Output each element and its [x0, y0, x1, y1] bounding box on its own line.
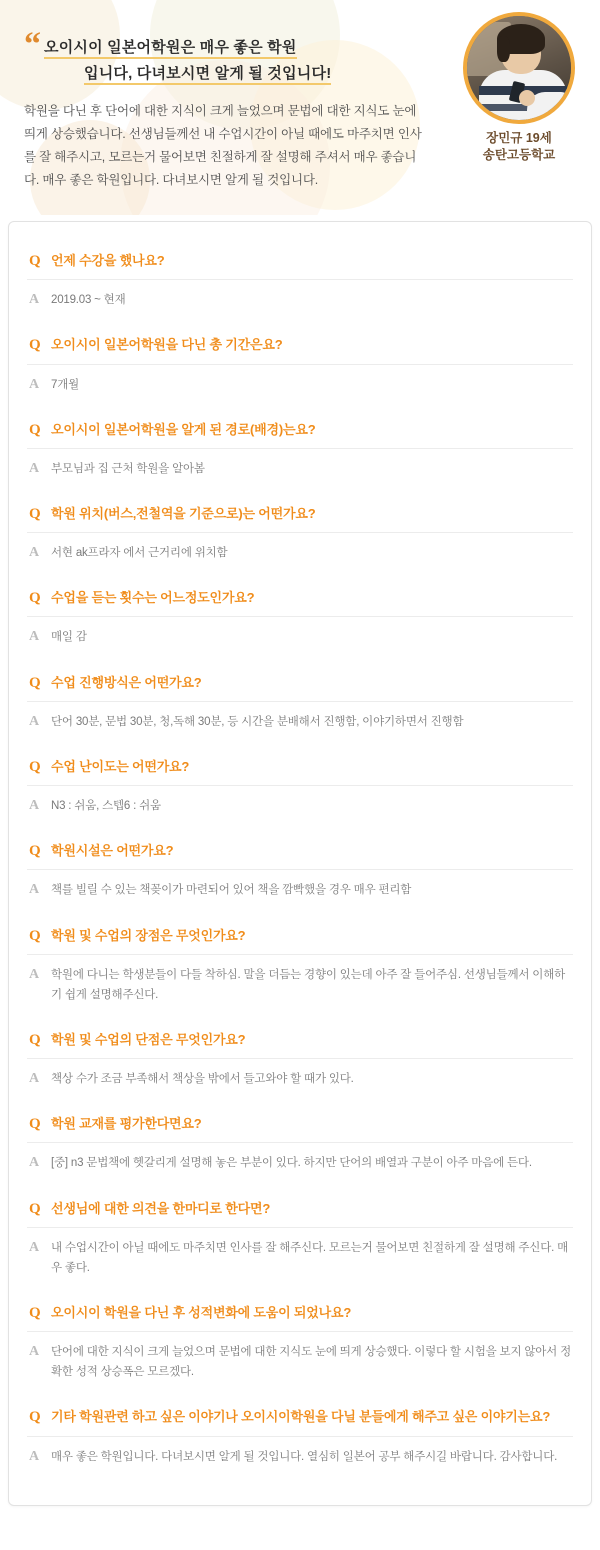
- answer-text: 매일 감: [51, 631, 87, 644]
- hero-section: [0, 0, 600, 215]
- answer-text: [중] n3 문법책에 헷갈리게 설명해 놓은 부분이 있다. 하지만 단어의 배열과 구분이 아주 마음에 든다.: [51, 1157, 532, 1170]
- question-row: [27, 244, 573, 280]
- answer-mark-icon: A: [29, 798, 40, 814]
- answer-text: 2019.03 ~ 현재: [51, 294, 126, 307]
- question-text: 오이시이 일본어학원을 알게 된 경로(배경)는요?: [51, 421, 316, 437]
- answer-row: [27, 1332, 573, 1394]
- question-text: 오이시이 학원을 다닌 후 성적변화에 도움이 되었나요?: [51, 1305, 352, 1320]
- answer-row: [27, 1143, 573, 1185]
- answer-text: 부모님과 집 근처 학원을 알아봄: [51, 462, 205, 475]
- question-mark-icon: Q: [29, 1116, 41, 1133]
- qa-item: [27, 322, 573, 406]
- avatar-hair: [497, 36, 510, 62]
- question-mark-icon: Q: [29, 927, 41, 944]
- answer-mark-icon: A: [29, 629, 40, 645]
- answer-text: 매우 좋은 학원입니다. 다녀보시면 알게 될 것입니다. 열심히 일본어 공부 해주시길 바랍니다. 감사합니다.: [51, 1450, 558, 1463]
- avatar: [463, 12, 575, 124]
- question-mark-icon: Q: [29, 1031, 41, 1048]
- answer-row: [27, 533, 573, 575]
- question-row: [27, 1400, 573, 1436]
- headline-line-2: [84, 62, 331, 83]
- answer-mark-icon: A: [29, 882, 40, 898]
- qa-item: [27, 1186, 573, 1290]
- question-text: 학원시설은 어떤가요?: [51, 843, 174, 859]
- question-text: 수업 난이도는 어떤가요?: [51, 758, 190, 774]
- question-text: 학원 교재를 평가한다면요?: [51, 1116, 202, 1132]
- question-text: 선생님에 대한 의견을 한마디로 한다면?: [51, 1200, 271, 1216]
- answer-text: 단어에 대한 지식이 크게 늘었으며 문법에 대한 지식도 눈에 띄게 상승했다. 이렇다 할 시험을 보지 않아서 정확한 성적 상승폭은 모르겠다.: [51, 1346, 571, 1379]
- answer-text: 학원에 다니는 학생분들이 다들 착하심. 말을 더듬는 경향이 있는데 아주 잘 들어주심. 선생님들께서 이해하기 쉽게 설명해주신다.: [51, 968, 566, 1001]
- answer-text: N3 : 쉬움, 스텝6 : 쉬움: [51, 800, 161, 813]
- answer-row: [27, 280, 573, 322]
- question-mark-icon: Q: [29, 337, 41, 354]
- answer-mark-icon: A: [29, 1239, 40, 1255]
- avatar-hand: [519, 90, 535, 106]
- qa-item: [27, 407, 573, 491]
- question-text: 학원 위치(버스,전철역을 기준으로)는 어떤가요?: [51, 505, 316, 521]
- question-row: [27, 328, 573, 364]
- question-row: [27, 834, 573, 870]
- qa-item: [27, 575, 573, 659]
- profile-block: [460, 12, 578, 164]
- question-text: 학원 및 수업의 장점은 무엇인가요?: [51, 927, 246, 943]
- question-row: [27, 919, 573, 955]
- headline-line-1-text: 오이시이 일본어학원은 매우 좋은 학원: [44, 39, 297, 59]
- answer-row: [27, 1228, 573, 1290]
- question-mark-icon: Q: [29, 843, 41, 860]
- answer-mark-icon: A: [29, 1448, 40, 1464]
- answer-text: 책상 수가 조금 부족해서 책상을 밖에서 들고와야 할 때가 있다.: [51, 1073, 354, 1086]
- question-mark-icon: Q: [29, 253, 41, 269]
- answer-row: [27, 1059, 573, 1101]
- answer-row: [27, 617, 573, 659]
- answer-text: 내 수업시간이 아닐 때에도 마주치면 인사를 잘 해주신다. 모르는거 물어보면 친절하게 잘 설명해 주신다. 매우 좋다.: [51, 1241, 569, 1274]
- answer-mark-icon: A: [29, 713, 40, 729]
- question-row: [27, 497, 573, 533]
- profile-school: 송탄고등학교: [482, 147, 556, 162]
- question-row: [27, 581, 573, 617]
- question-row: [27, 750, 573, 786]
- answer-row: [27, 955, 573, 1017]
- answer-text: 7개월: [51, 378, 80, 391]
- answer-text: 책를 빌릴 수 있는 책꽂이가 마련되어 있어 책을 깜빡했을 경우 매우 편리함: [51, 884, 412, 897]
- question-mark-icon: Q: [29, 1409, 41, 1426]
- qa-item: [27, 828, 573, 912]
- quote-open-icon: “: [24, 26, 41, 63]
- answer-mark-icon: A: [29, 545, 40, 561]
- qa-item: [27, 238, 573, 322]
- answer-row: [27, 702, 573, 744]
- answer-mark-icon: A: [29, 292, 40, 308]
- question-row: [27, 1023, 573, 1059]
- question-mark-icon: Q: [29, 505, 41, 522]
- qa-item: [27, 491, 573, 575]
- qa-item: [27, 1017, 573, 1101]
- question-row: [27, 1107, 573, 1143]
- profile-name: 장민규 19세: [486, 131, 552, 145]
- qa-item: [27, 913, 573, 1017]
- answer-row: [27, 365, 573, 407]
- answer-mark-icon: A: [29, 966, 40, 982]
- answer-row: [27, 1437, 573, 1479]
- headline-line-2-text: 입니다, 다녀보시면 알게 될 것입니다!: [84, 65, 331, 85]
- answer-row: [27, 449, 573, 491]
- question-text: 오이시이 일본어학원을 다닌 총 기간은요?: [51, 337, 283, 353]
- question-text: 기타 학원관련 하고 싶은 이야기나 오이시이학원을 다닐 분들에게 해주고 싶은 이야기는요?: [51, 1409, 551, 1425]
- question-mark-icon: Q: [29, 758, 41, 775]
- qa-card: [8, 221, 592, 1506]
- qa-item: [27, 1101, 573, 1185]
- answer-mark-icon: A: [29, 1071, 40, 1087]
- question-row: [27, 1296, 573, 1332]
- question-mark-icon: Q: [29, 1305, 41, 1321]
- question-text: 학원 및 수업의 단점은 무엇인가요?: [51, 1031, 246, 1047]
- answer-mark-icon: A: [29, 460, 40, 476]
- qa-item: [27, 744, 573, 828]
- question-text: 언제 수강을 했나요?: [51, 253, 165, 268]
- qa-item: [27, 660, 573, 744]
- question-mark-icon: Q: [29, 674, 41, 691]
- hero-body-text: 학원을 다닌 후 단어에 대한 지식이 크게 늘었으며 문법에 대한 지식도 눈에 띄게 상승했습니다. 선생님들께선 내 수업시간이 아닐 때에도 마주치면 인사를 잘 해주시고, 모르는거 물어보면 친절하게 잘 설명해 주셔서 매우 좋습니다. 매우 좋은 학원입니다. 다녀보시면 알게 될 것입니다.: [24, 104, 422, 188]
- question-text: 수업을 듣는 횟수는 어느정도인가요?: [51, 590, 255, 606]
- question-mark-icon: Q: [29, 421, 41, 438]
- question-text: 수업 진행방식은 어떤가요?: [51, 674, 202, 690]
- question-row: [27, 666, 573, 702]
- answer-row: [27, 786, 573, 828]
- qa-item: [27, 1394, 573, 1478]
- answer-text: 서현 ak프라자 에서 근거리에 위치함: [51, 547, 228, 560]
- answer-row: [27, 870, 573, 912]
- answer-mark-icon: A: [29, 1344, 40, 1360]
- answer-mark-icon: A: [29, 376, 40, 392]
- answer-mark-icon: A: [29, 1155, 40, 1171]
- qa-item: [27, 1290, 573, 1394]
- qa-list: [27, 238, 573, 1479]
- question-row: [27, 413, 573, 449]
- question-mark-icon: Q: [29, 590, 41, 607]
- question-mark-icon: Q: [29, 1200, 41, 1217]
- question-row: [27, 1192, 573, 1228]
- profile-name-block: [460, 130, 578, 164]
- headline-line-1: [44, 36, 297, 57]
- answer-text: 단어 30분, 문법 30분, 청,독해 30분, 등 시간을 분배해서 진행함, 이야기하면서 진행함: [51, 715, 464, 728]
